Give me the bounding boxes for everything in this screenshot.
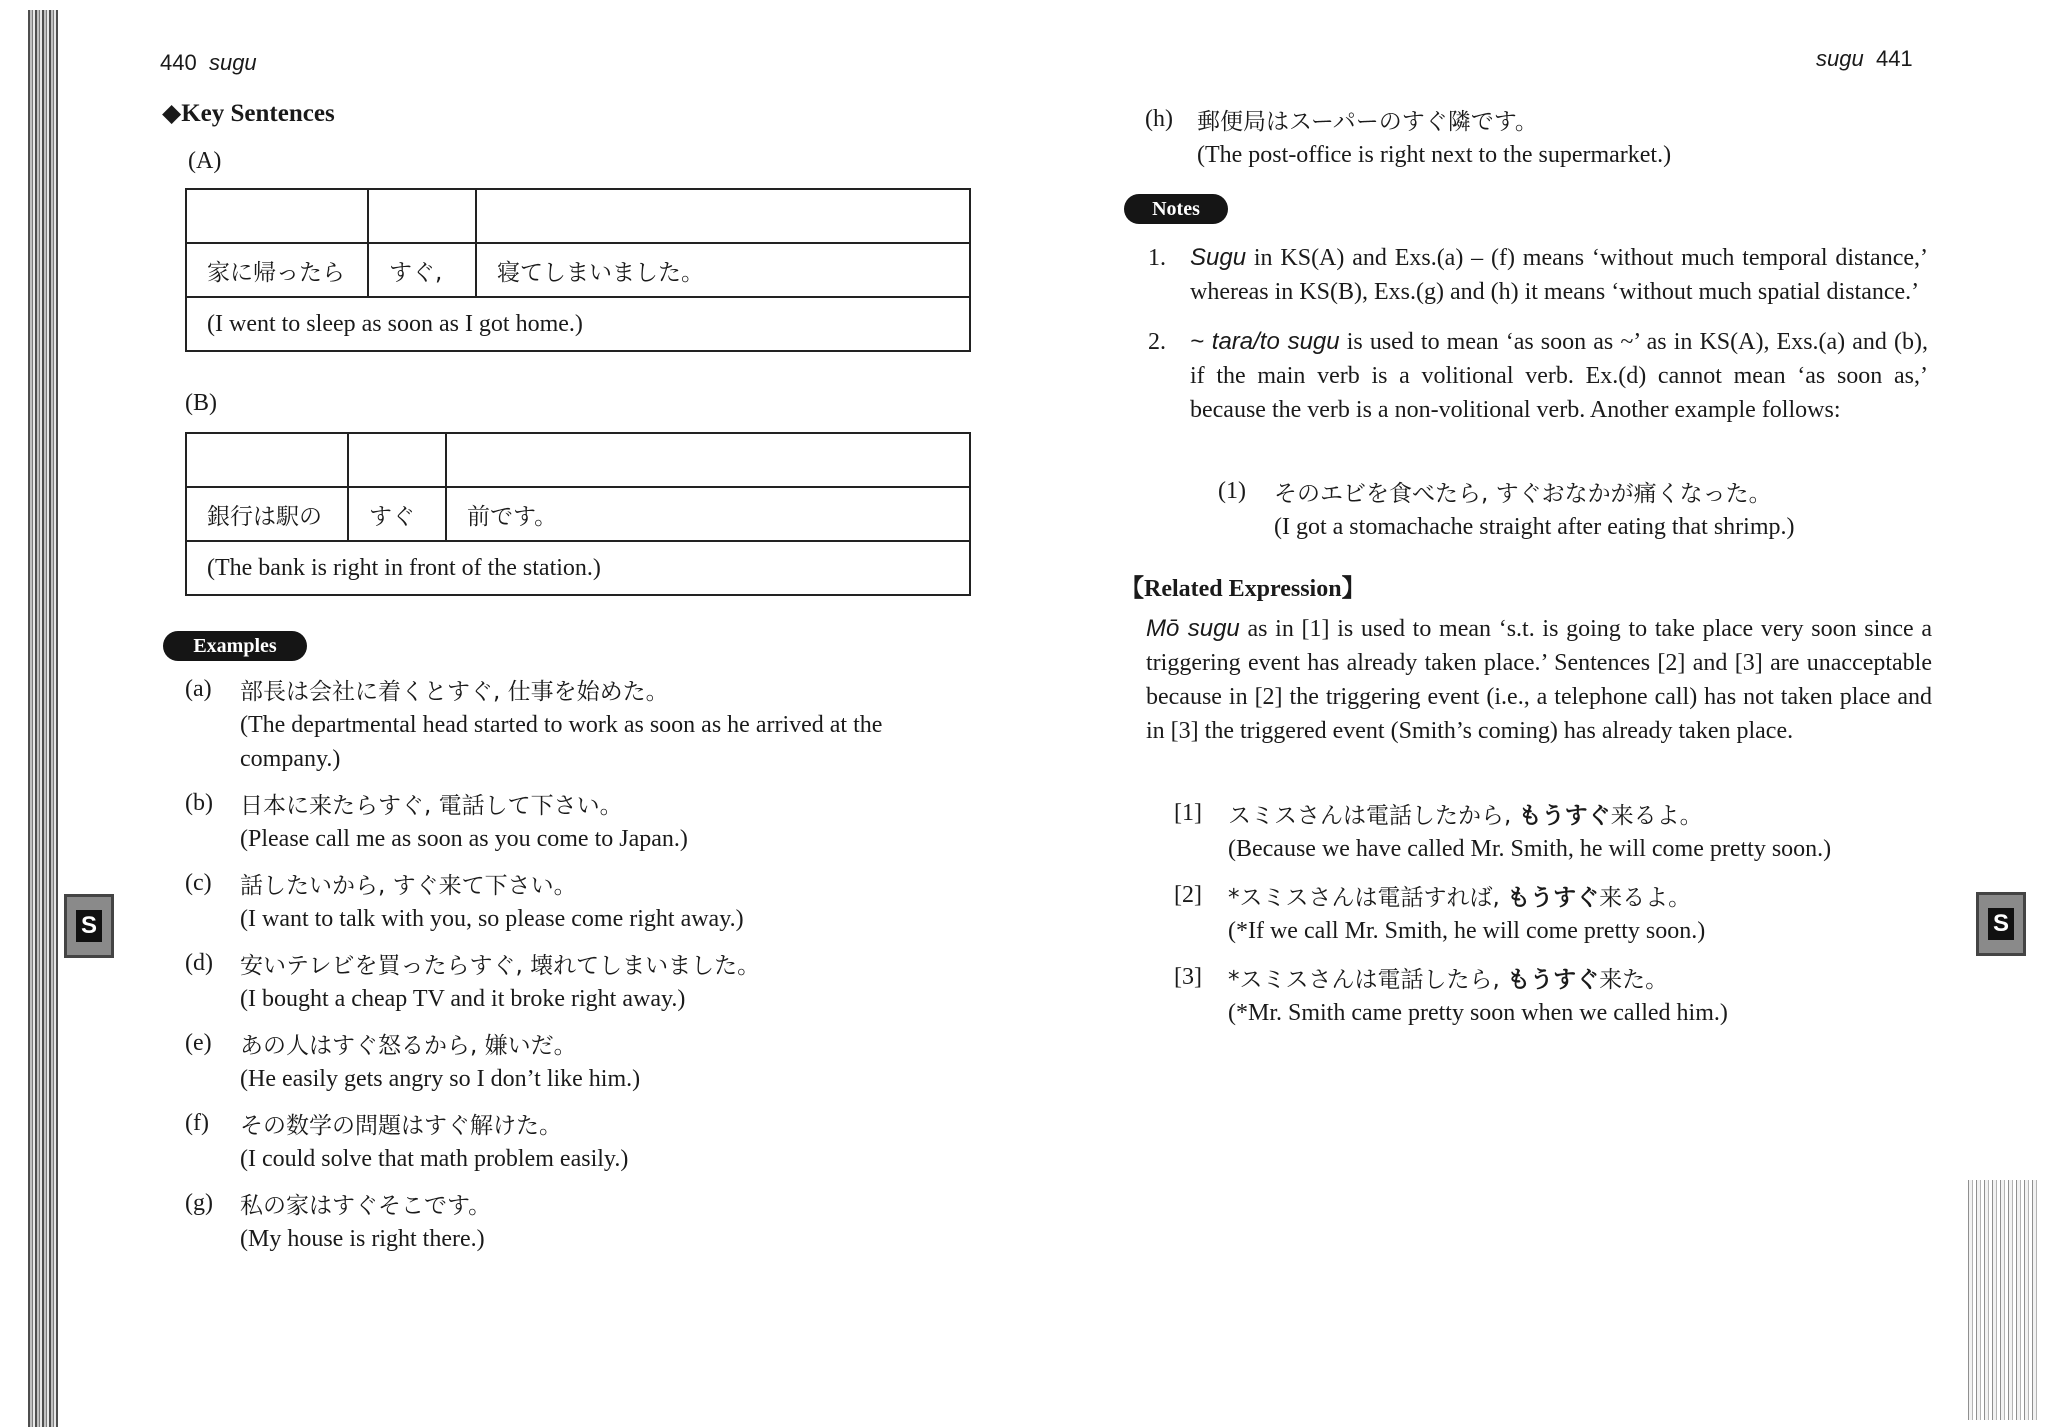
related-example-jp-c: 来るよ。 (1610, 803, 1703, 829)
related-example-en: (Because we have called Mr. Smith, he will come pretty soon.) (1228, 836, 1832, 862)
related-example (1174, 800, 1934, 866)
related-example-jp-a: スミスさんは電話したから, (1228, 803, 1512, 829)
example-item (185, 1030, 975, 1096)
examples-pill: Examples (163, 631, 307, 661)
example-item (185, 1110, 975, 1176)
note-lead: Sugu (1190, 244, 1247, 271)
example-label: (e) (185, 1030, 212, 1056)
related-example-en: (*If we call Mr. Smith, he will come pretty soon.) (1228, 918, 1706, 944)
notes-pill: Notes (1124, 194, 1228, 224)
note-number: 2. (1148, 329, 1166, 355)
example-en: (My house is right there.) (240, 1226, 485, 1252)
ks-a-cell-3: 寝てしまいました。 (476, 243, 970, 297)
right-thumb-tab (1976, 892, 2026, 956)
note-text: is used to mean ‘as soon as ~’ as in KS(A), Exs.(a) and (b), if the main verb is a volitional verb. Ex.(d) cannot mean ‘as soon as,’ because the verb is a non-volitional verb. Another example follows: (1190, 329, 1928, 423)
left-running-title: sugu (208, 50, 257, 75)
related-example-jp-b: もうすぐ (1507, 967, 1600, 993)
example-label: (b) (185, 790, 213, 816)
related-lead: Mō sugu (1146, 615, 1240, 642)
related-example-jp-b: もうすぐ (1507, 885, 1600, 911)
ks-b-cell-3: 前です。 (446, 487, 970, 541)
ks-b-cell-2: すぐ (348, 487, 446, 541)
example-en: (I could solve that math problem easily.) (240, 1146, 629, 1172)
related-example-label: [3] (1174, 964, 1202, 990)
example-h (1145, 106, 1945, 172)
left-thumb-tab (64, 894, 114, 958)
related-example (1174, 964, 1934, 1030)
left-running-head (160, 50, 257, 76)
note-example (1218, 478, 1938, 544)
related-examples-list (1174, 800, 1934, 1030)
example-jp: 話したいから, すぐ来て下さい。 (240, 873, 577, 899)
example-item (185, 950, 975, 1016)
related-text: as in [1] is used to mean ‘s.t. is going to take place very soon since a triggering event has already taken place.’ Sentences [2] and [3] are unacceptable because in [2] the triggering event (i.e., a telephone call) has not taken place and in [3] the triggered event (Smith’s coming) has already taken place. (1146, 616, 1932, 744)
ks-a-translation: (I went to sleep as soon as I got home.) (186, 297, 970, 351)
ks-a-cell-1: 家に帰ったら (186, 243, 368, 297)
example-label: (g) (185, 1190, 213, 1216)
related-paragraph (1146, 612, 1932, 748)
ks-a-cell-2: すぐ, (368, 243, 476, 297)
ks-b-label: (B) (185, 390, 217, 416)
example-h-en: (The post-office is right next to the supermarket.) (1197, 142, 1672, 168)
example-label: (d) (185, 950, 213, 976)
example-en: (I want to talk with you, so please come right away.) (240, 906, 744, 932)
related-example (1174, 882, 1934, 948)
notes-list (1148, 241, 1928, 433)
right-running-title: sugu (1816, 46, 1864, 71)
related-example-en: (*Mr. Smith came pretty soon when we called him.) (1228, 1000, 1728, 1026)
note-item (1148, 325, 1928, 427)
example-jp: 安いテレビを買ったらすぐ, 壊れてしまいました。 (240, 953, 761, 979)
example-en: (The departmental head started to work as soon as he arrived at the company.) (240, 712, 883, 772)
example-jp: その数学の問題はすぐ解けた。 (240, 1113, 562, 1139)
ks-a-table (185, 188, 971, 352)
note-example-en: (I got a stomachache straight after eating that shrimp.) (1274, 514, 1795, 540)
example-jp: 私の家はすぐそこです。 (240, 1193, 492, 1219)
note-example-jp: そのエビを食べたら, すぐおなかが痛くなった。 (1274, 481, 1772, 507)
example-jp: あの人はすぐ怒るから, 嫌いだ。 (240, 1033, 577, 1059)
right-running-head (1816, 46, 1913, 72)
ks-b-table (185, 432, 971, 596)
example-item (185, 790, 975, 856)
example-en: (Please call me as soon as you come to Japan.) (240, 826, 688, 852)
left-page-number: 440 (160, 50, 197, 75)
related-example-jp-a: *スミスさんは電話すれば, (1228, 885, 1500, 911)
example-label: (f) (185, 1110, 209, 1136)
examples-list (185, 676, 975, 1270)
book-spine-left (28, 10, 58, 1427)
example-h-jp: 郵便局はスーパーのすぐ隣です。 (1197, 109, 1538, 135)
related-example-jp-c: 来るよ。 (1599, 885, 1692, 911)
example-label: (c) (185, 870, 212, 896)
left-thumb-tab-letter: S (76, 910, 102, 942)
example-label: (a) (185, 676, 212, 702)
note-number: 1. (1148, 245, 1166, 271)
note-text: in KS(A) and Exs.(a) – (f) means ‘without much temporal distance,’ whereas in KS(B), Exs.(g) and (h) it means ‘without much spatial distance.’ (1190, 245, 1928, 305)
related-example-jp-c: 来た。 (1599, 967, 1669, 993)
note-example-label: (1) (1218, 478, 1246, 504)
example-h-label: (h) (1145, 106, 1173, 132)
example-item (185, 676, 975, 776)
ks-a-label: (A) (188, 148, 222, 174)
related-example-label: [2] (1174, 882, 1202, 908)
ks-b-translation: (The bank is right in front of the station.) (186, 541, 970, 595)
ks-b-cell-1: 銀行は駅の (186, 487, 348, 541)
example-en: (He easily gets angry so I don’t like him.) (240, 1066, 641, 1092)
right-thumb-tab-letter: S (1988, 908, 2014, 940)
example-jp: 部長は会社に着くとすぐ, 仕事を始めた。 (240, 679, 669, 705)
example-item (185, 870, 975, 936)
example-en: (I bought a cheap TV and it broke right away.) (240, 986, 686, 1012)
note-lead: ~ tara/to sugu (1190, 328, 1340, 355)
example-item (185, 1190, 975, 1256)
related-example-label: [1] (1174, 800, 1202, 826)
right-page-number: 441 (1875, 46, 1913, 71)
book-edge-right (1968, 1180, 2038, 1420)
key-sentences-heading: ◆Key Sentences (162, 100, 335, 127)
related-expression-heading: 【Related Expression】 (1120, 576, 1366, 602)
note-item (1148, 241, 1928, 309)
related-example-jp-b: もうすぐ (1518, 803, 1611, 829)
example-jp: 日本に来たらすぐ, 電話して下さい。 (240, 793, 623, 819)
related-example-jp-a: *スミスさんは電話したら, (1228, 967, 1500, 993)
